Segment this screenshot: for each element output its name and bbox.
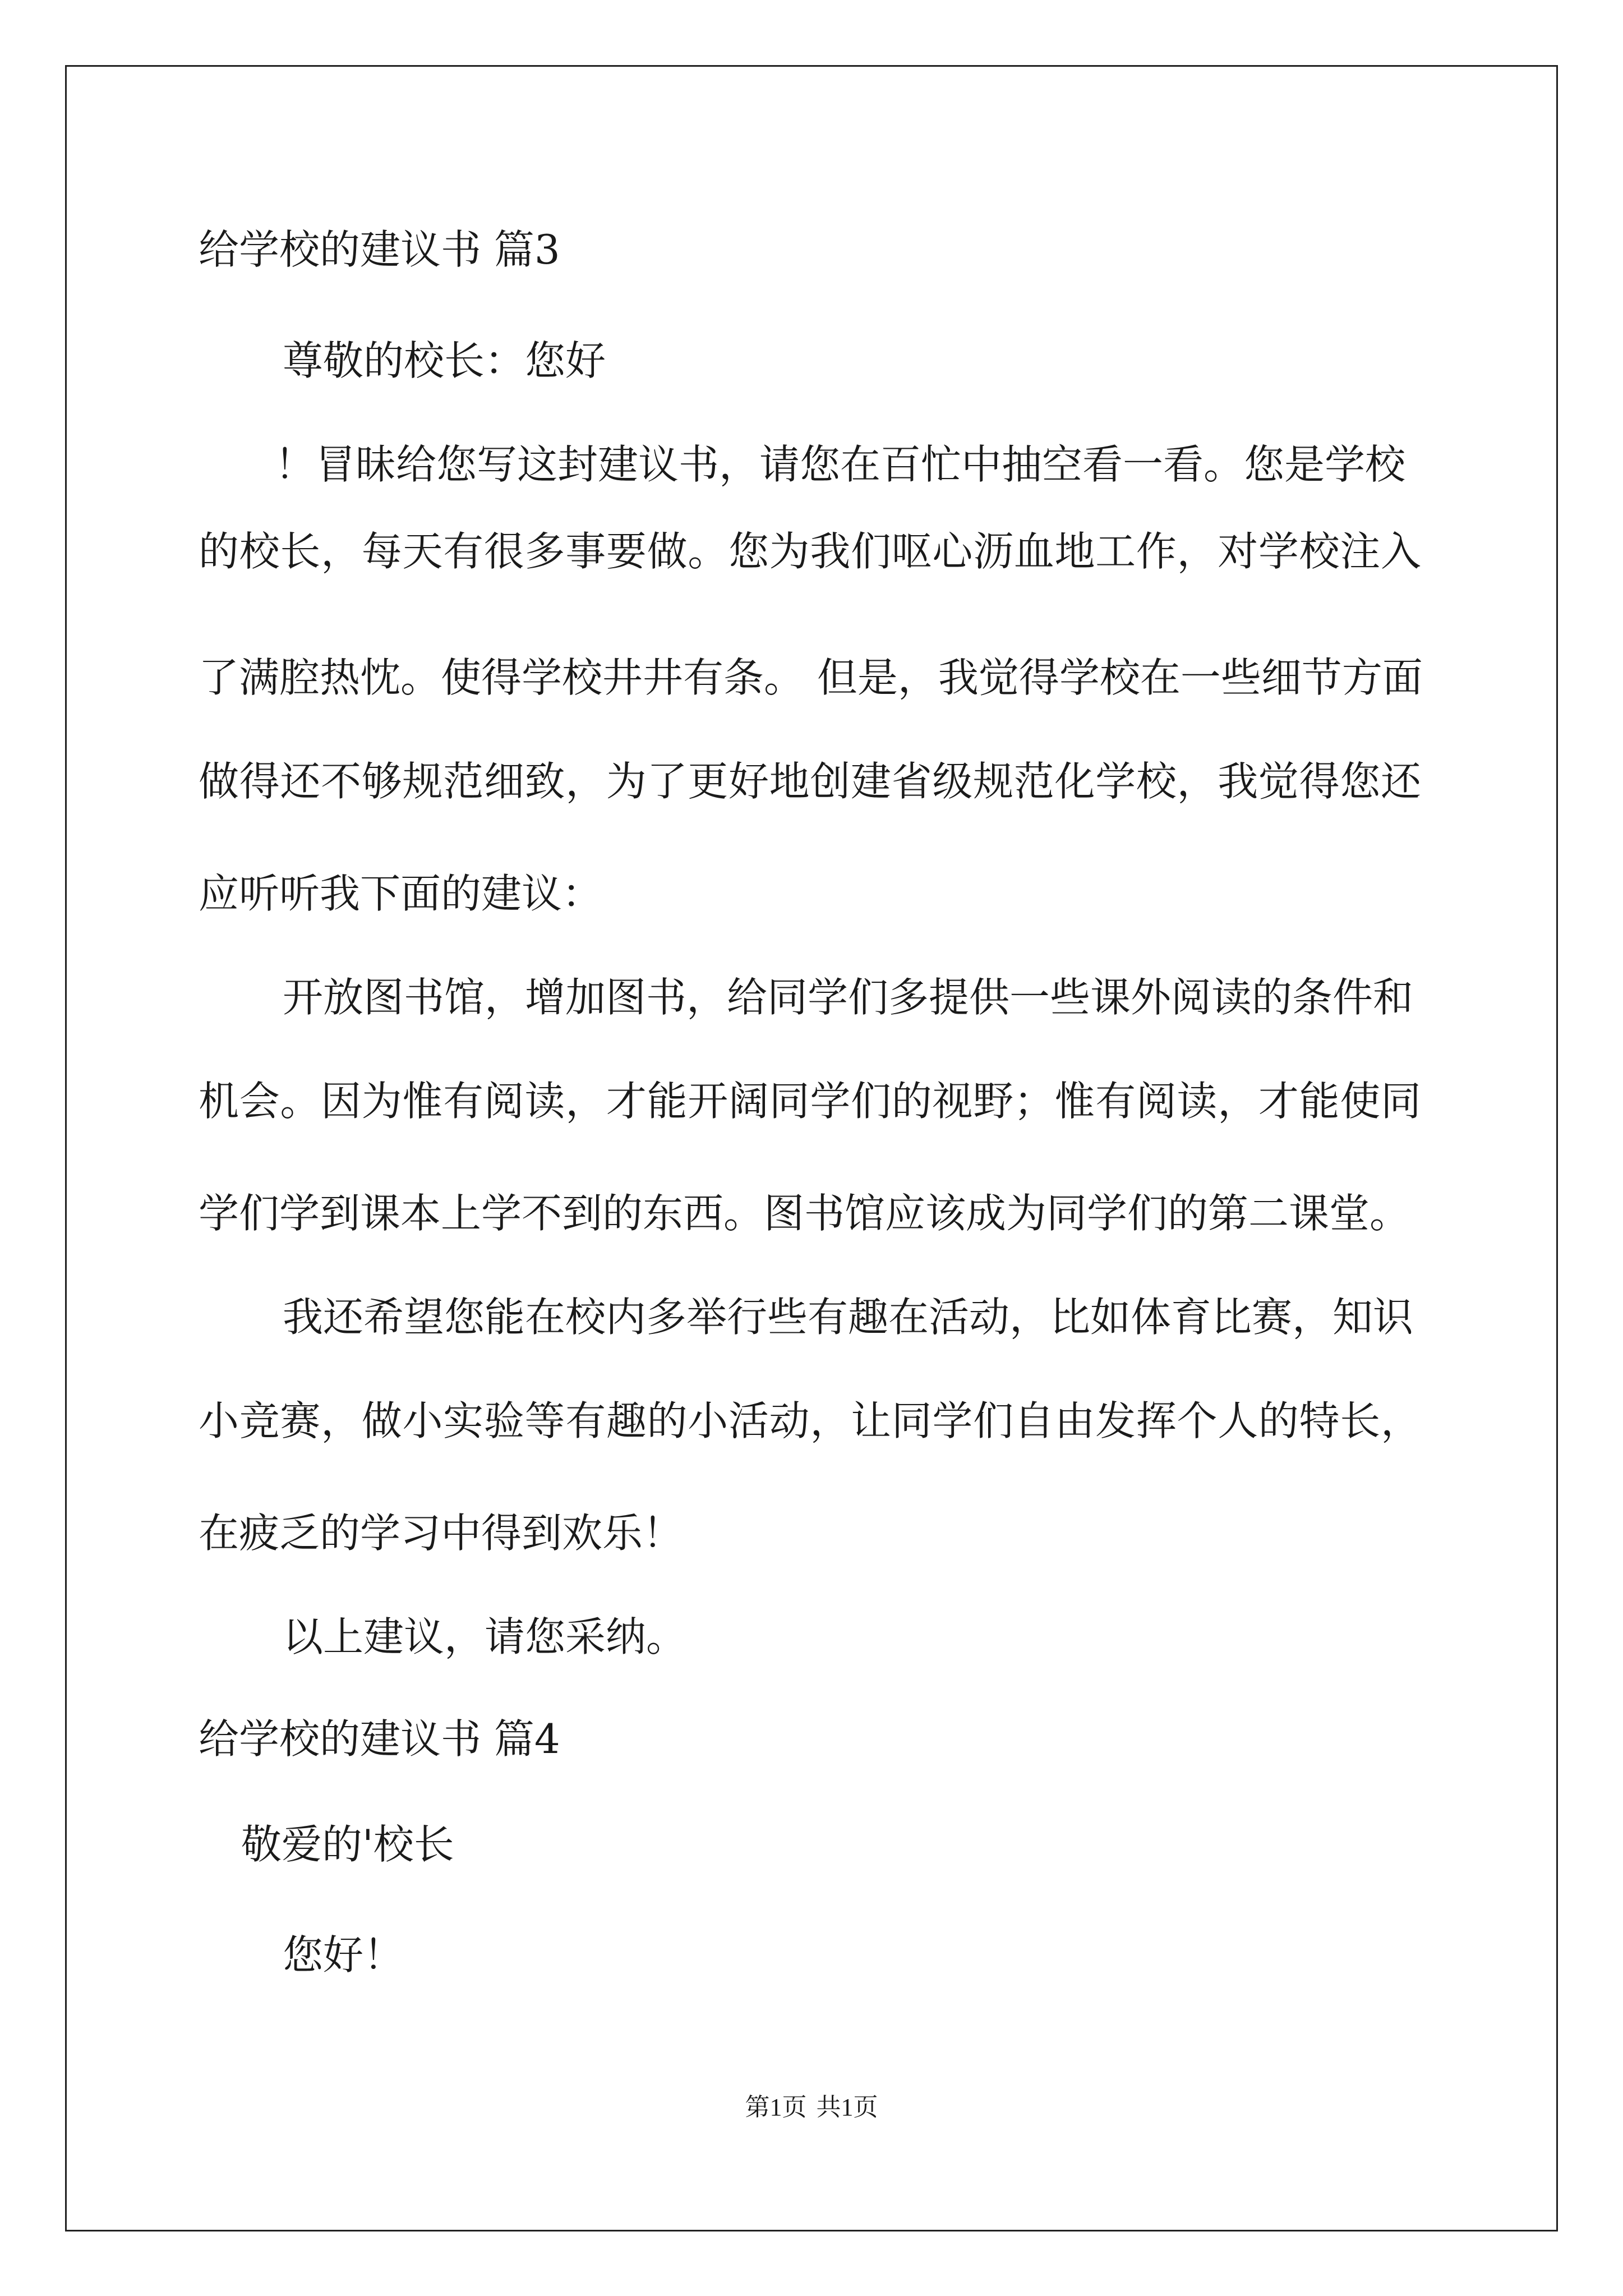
paragraph-1-line-1: ！冒昧给您写这封建议书，请您在百忙中抽空看一看。您是学校 [275,441,1406,488]
paragraph-1-line-3: 了满腔热忱。使得学校井井有条。 但是，我觉得学校在一些细节方面 [199,654,1423,701]
paragraph-2-line-1: 开放图书馆，增加图书，给同学们多提供一些课外阅读的条件和 [283,974,1414,1021]
section-3-closing: 以上建议，请您采纳。 [283,1613,687,1660]
paragraph-2-line-3: 学们学到课本上学不到的东西。图书馆应该成为同学们的第二课堂。 [199,1190,1410,1237]
paragraph-1-line-2: 的校长，每天有很多事要做。您为我们呕心沥血地工作，对学校注入 [199,528,1421,575]
paragraph-1-line-4: 做得还不够规范细致，为了更好地创建省级规范化学校，我觉得您还 [199,758,1421,805]
paragraph-1-line-5: 应听听我下面的建议： [199,870,603,917]
section-4-greeting: 您好！ [283,1931,404,1978]
paragraph-3-line-3: 在疲乏的学习中得到欢乐！ [199,1510,684,1557]
paragraph-3-line-2: 小竞赛，做小实验等有趣的小活动，让同学们自由发挥个人的特长， [199,1397,1421,1444]
paragraph-2-line-2: 机会。因为惟有阅读，才能开阔同学们的视野；惟有阅读，才能使同 [199,1078,1421,1125]
section-4-salutation: 敬爱的'校长 [241,1821,454,1868]
section-3-heading: 给学校的建议书 篇3 [199,226,560,273]
page-border [65,65,1558,2231]
paragraph-3-line-1: 我还希望您能在校内多举行些有趣在活动，比如体育比赛，知识 [283,1294,1414,1341]
section-3-salutation: 尊敬的校长：您好 [283,337,606,384]
page-footer: 第1页 共1页 [745,2093,878,2121]
section-4-heading: 给学校的建议书 篇4 [199,1715,560,1763]
